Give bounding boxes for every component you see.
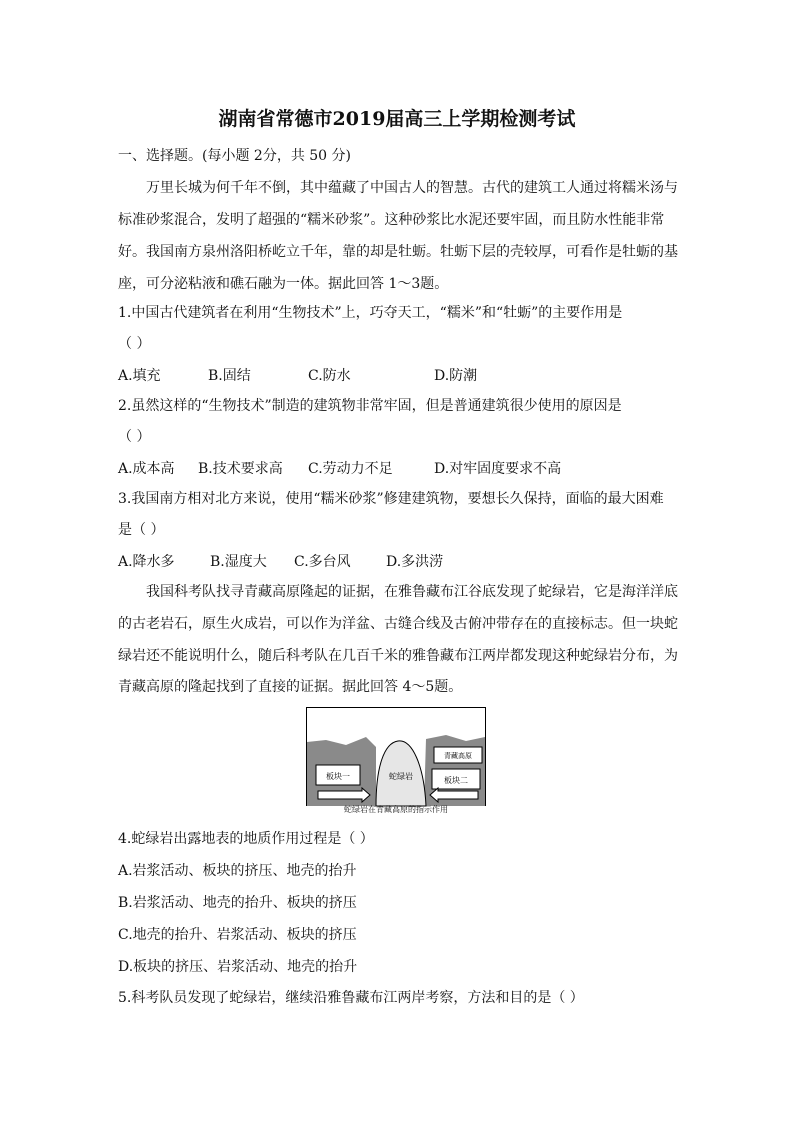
q4-option-b[interactable]: B.岩浆活动、地壳的抬升、板块的挤压	[118, 895, 357, 911]
passage1-line4: 座，可分泌粘液和礁石融为一体。据此回答 1～3题。	[118, 276, 449, 292]
passage2-line2: 的古老岩石，原生火成岩，可以作为洋盆、古缝合线及古俯冲带存在的直接标志。但一块蛇	[118, 616, 678, 632]
section-heading: 一、选择题。(每小题 2分，共 50 分)	[118, 148, 351, 164]
q3-stem: 3.我国南方相对北方来说，使用“糯米砂浆”修建建筑物，要想长久保持，面临的最大困难	[118, 491, 664, 507]
ophiolite-label: 蛇绿岩	[389, 772, 413, 781]
passage1-line1: 万里长城为何千年不倒，其中蕴藏了中国古人的智慧。古代的建筑工人通过将糯米汤与	[146, 180, 678, 196]
q2-option-a[interactable]: A.成本高	[118, 461, 175, 477]
ophiolite-diagram-svg	[306, 707, 486, 807]
plateau-label: 青藏高原	[444, 752, 472, 760]
passage2-line4: 青藏高原的隆起找到了直接的证据。据此回答 4～5题。	[118, 679, 463, 695]
q1-option-a[interactable]: A.填充	[118, 368, 161, 384]
passage2-line1: 我国科考队找寻青藏高原隆起的证据，在雅鲁藏布江谷底发现了蛇绿岩，它是海洋洋底	[146, 584, 678, 600]
passage1-line2: 标准砂浆混合，发明了超强的“糯米砂浆”。这种砂浆比水泥还要牢固，而且防水性能非常	[118, 212, 665, 228]
q3-option-a[interactable]: A.降水多	[118, 554, 175, 570]
q1-option-d[interactable]: D.防潮	[434, 368, 478, 384]
figure-caption: 蛇绿岩在青藏高原的指示作用	[344, 805, 448, 814]
q1-option-b[interactable]: B.固结	[208, 368, 251, 384]
q2-option-d[interactable]: D.对牢固度要求不高	[434, 461, 562, 477]
q2-stem: 2.虽然这样的“生物技术”制造的建筑物非常牢固，但是普通建筑很少使用的原因是	[118, 398, 622, 414]
q4-option-a[interactable]: A.岩浆活动、板块的挤压、地壳的抬升	[118, 863, 357, 879]
q1-option-c[interactable]: C.防水	[308, 368, 351, 384]
q4-option-d[interactable]: D.板块的挤压、岩浆活动、地壳的抬升	[118, 959, 358, 975]
q3-option-b[interactable]: B.湿度大	[210, 554, 267, 570]
q3-blank: 是（ ）	[118, 522, 165, 538]
q2-option-c[interactable]: C.劳动力不足	[308, 461, 393, 477]
q1-stem: 1.中国古代建筑者在利用“生物技术”上，巧夺天工，“糯米”和“牡蛎”的主要作用是	[118, 305, 623, 321]
passage1-line3: 好。我国南方泉州洛阳桥屹立千年，靠的却是牡蛎。牡蛎下层的壳较厚，可看作是牡蛎的基	[118, 244, 678, 260]
ophiolite-diagram	[306, 707, 486, 817]
plate-one-label: 板块一	[326, 772, 350, 781]
plate-two-label: 板块二	[444, 776, 468, 785]
passage2-line3: 绿岩还不能说明什么，随后科考队在几百千米的雅鲁藏布江两岸都发现这种蛇绿岩分布，为	[118, 648, 678, 664]
q1-blank: （ ）	[118, 336, 151, 352]
q3-option-d[interactable]: D.多洪涝	[386, 554, 444, 570]
page-title: 湖南省常德市2019届高三上学期检测考试	[218, 108, 576, 130]
q4-stem: 4.蛇绿岩出露地表的地质作用过程是（ ）	[118, 831, 374, 847]
q3-option-c[interactable]: C.多台风	[294, 554, 351, 570]
q2-blank: （ ）	[118, 429, 151, 445]
q2-option-b[interactable]: B.技术要求高	[198, 461, 283, 477]
q4-option-c[interactable]: C.地壳的抬升、岩浆活动、板块的挤压	[118, 927, 357, 943]
q5-stem: 5.科考队员发现了蛇绿岩，继续沿雅鲁藏布江两岸考察，方法和目的是（ ）	[118, 990, 584, 1006]
